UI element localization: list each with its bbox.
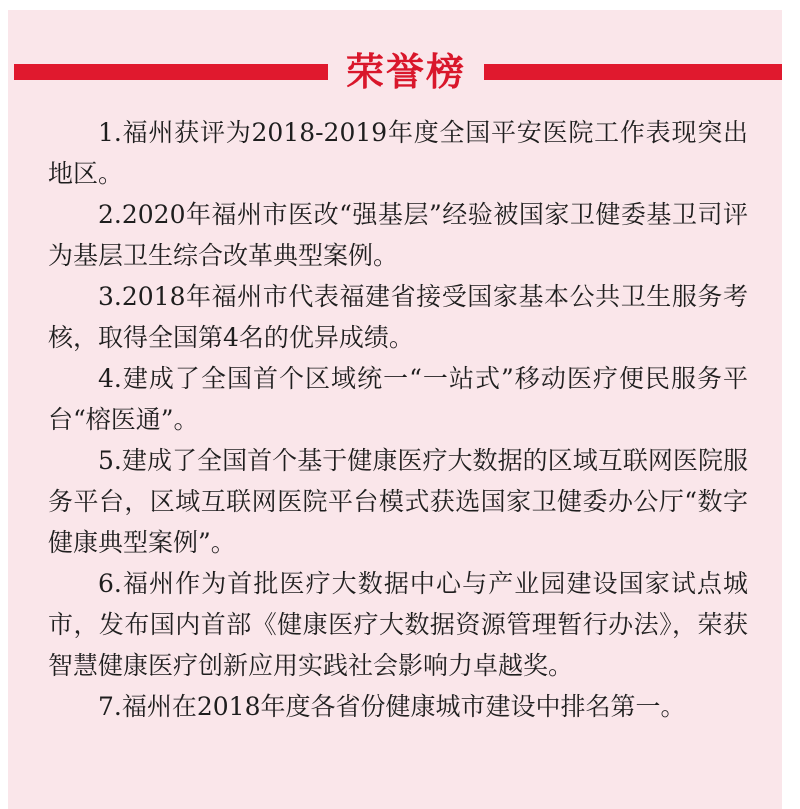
honor-list [48,112,748,727]
honor-item-5: 5.建成了全国首个基于健康医疗大数据的区域互联网医院服务平台，区域互联网医院平台模式获选国家卫健委办公厅“数字健康典型案例”。 [48,446,748,557]
honor-item-3: 3.2018年福州市代表福建省接受国家基本公共卫生服务考核，取得全国第4名的优异成绩。 [48,282,748,352]
honor-item-1: 1.福州获评为2018-2019年度全国平安医院工作表现突出地区。 [48,118,748,188]
page-title: 荣誉榜 [345,50,466,94]
honor-item-2: 2.2020年福州市医改“强基层”经验被国家卫健委基卫司评为基层卫生综合改革典型案例。 [48,200,748,270]
heading-rule-right [484,64,782,80]
honor-item-6: 6.福州作为首批医疗大数据中心与产业园建设国家试点城市，发布国内首部《健康医疗大数据资源管理暂行办法》，荣获智慧健康医疗创新应用实践社会影响力卓越奖。 [48,569,748,680]
heading-rule-left [14,64,328,80]
honor-item-7: 7.福州在2018年度各省份健康城市建设中排名第一。 [98,692,686,721]
honor-item-4: 4.建成了全国首个区域统一“一站式”移动医疗便民服务平台“榕医通”。 [48,364,748,434]
heading-row [8,46,782,102]
